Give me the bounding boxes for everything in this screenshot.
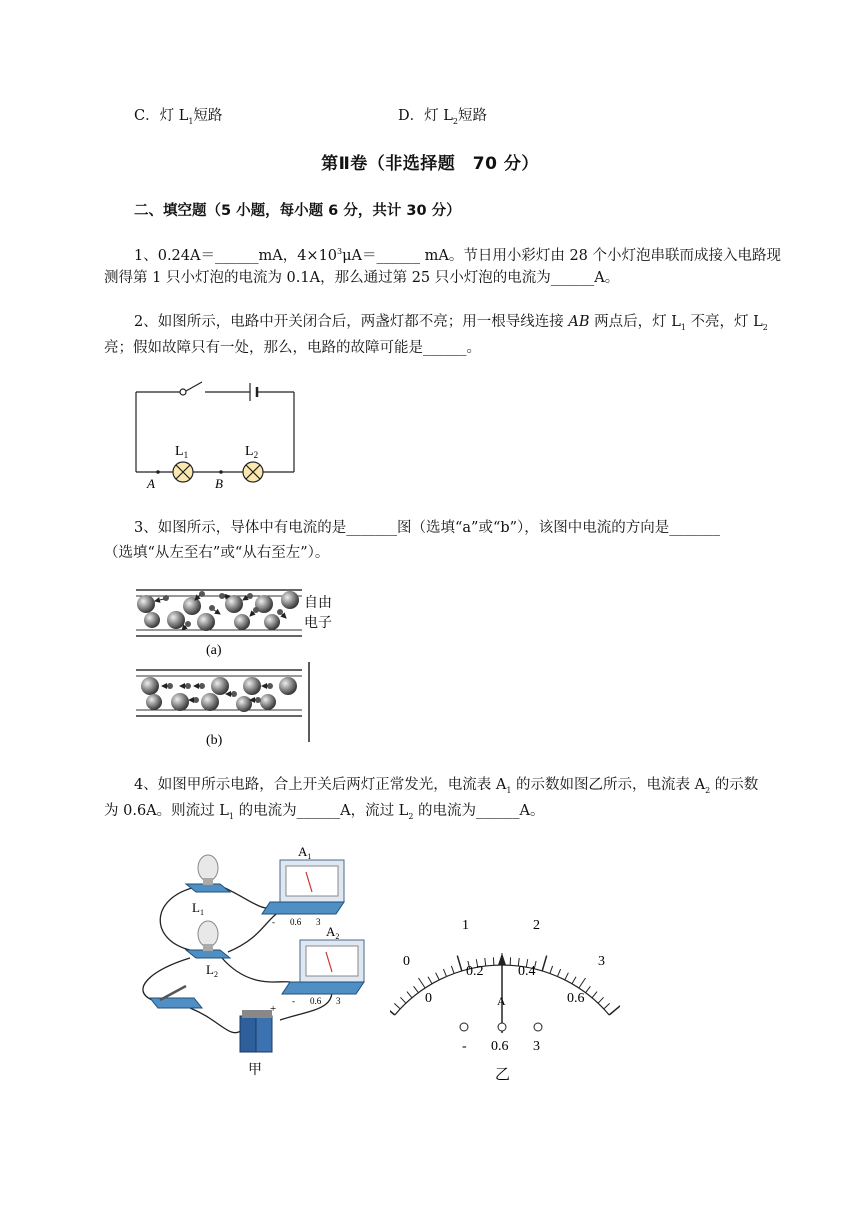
caption-jia: 甲 (248, 1063, 262, 1078)
label-electron: 电子 (304, 616, 332, 631)
scale-tick (419, 978, 426, 988)
caption-a: (a) (206, 643, 222, 658)
scale-tick (400, 997, 406, 1003)
label-l1: $L_1$ (192, 900, 204, 917)
q3-line1: 3、如图所示，导体中有电流的是_______图（选填“a”或“b”），该图中电流的方向是_______ (134, 520, 721, 536)
lamp-l1-icon (186, 855, 230, 892)
scale-tick (510, 957, 511, 965)
conductor-b (136, 662, 309, 748)
q1-line1: 1、0.24A＝______mA，$4\times 10^3\mu A=\_\_\_\_\_\_$ mA。节日用小彩灯由 28 个小灯泡串联而成接入电路现 (134, 247, 782, 264)
battery-icon (240, 1010, 272, 1052)
scale-tick (493, 957, 494, 965)
scale-tick (550, 966, 553, 974)
scale-tick (586, 986, 591, 992)
label-a2: $A_2$ (326, 924, 340, 941)
option-d: D．灯 $L_2$短路 (398, 108, 487, 126)
q4-line2: 为 0.6A。则流过 $L_1$ 的电流为______A，流过 $L_2$ 的电流为______A。 (104, 803, 545, 821)
label-l2: $L_2$ (245, 444, 259, 460)
a2-terminal-minus: - (292, 996, 295, 1006)
q3-conductor-figure (130, 582, 350, 752)
conductor-a (136, 590, 332, 658)
scale-tick (604, 1003, 610, 1009)
label-l2: $L_2$ (206, 962, 218, 979)
label-a1: $A_1$ (298, 844, 312, 861)
lamp-l2-icon (186, 921, 230, 958)
scale-tick (443, 969, 446, 976)
label-l1: $L_1$ (175, 444, 189, 460)
label-b: B (215, 476, 223, 491)
scale-tick (485, 958, 486, 966)
scale-tick (394, 1003, 400, 1009)
ammeter-a2-icon (282, 940, 364, 994)
label-a: A (147, 476, 155, 491)
top-label-3: 3 (598, 954, 605, 969)
scale-tick (572, 977, 576, 984)
q2-circuit-diagram (128, 380, 308, 492)
scale-tick (451, 966, 454, 974)
q4-line1: 4、如图甲所示电路，合上开关后两灯正常发光，电流表 $A_1$ 的示数如图乙所示，电流表 $A_2$ 的示数 (134, 777, 759, 795)
scale-tick (414, 986, 419, 992)
bottom-label-0: 0 (425, 991, 432, 1006)
scale-tick (407, 992, 412, 998)
terminal-minus: - (462, 1039, 467, 1054)
q3-line2: （选填“从左至右”或“从右至左”）。 (104, 545, 330, 561)
a1-terminal-06: 0.6 (290, 917, 302, 927)
ammeter-a1-icon (262, 860, 344, 914)
option-c: C．灯 $L_1$短路 (134, 108, 223, 126)
a1-terminal-3: 3 (316, 917, 321, 927)
scale-tick (592, 992, 597, 998)
bottom-label-06: 0.6 (567, 991, 585, 1006)
top-label-1: 1 (462, 918, 469, 933)
scale-tick (565, 973, 569, 980)
bottom-label-04: 0.4 (518, 964, 536, 979)
caption-b: (b) (206, 733, 223, 748)
q2-line1: 2、如图所示，电路中开关闭合后，两盏灯都不亮；用一根导线连接 AB 两点后，灯 $L_1$ 不亮，灯 $L_2$ (134, 314, 768, 332)
top-label-2: 2 (533, 918, 540, 933)
bottom-label-02: 0.2 (466, 964, 484, 979)
scale-tick (558, 969, 561, 976)
part-title: 第Ⅱ卷（非选择题 70 分） (321, 154, 539, 174)
terminal-06: 0.6 (491, 1039, 509, 1054)
a1-terminal-minus: - (272, 917, 275, 927)
scale-tick (542, 956, 547, 971)
caption-yi: 乙 (495, 1067, 511, 1083)
scale-tick (609, 1005, 620, 1015)
a2-terminal-3: 3 (336, 996, 341, 1006)
lamp-l2-icon (243, 462, 263, 482)
needle-label: A (497, 994, 506, 1008)
scale-tick (598, 997, 604, 1003)
q1-line2: 测得第 1 只小灯泡的电流为 0.1A，那么通过第 25 只小灯泡的电流为______A。 (104, 270, 620, 286)
a2-terminal-06: 0.6 (310, 996, 322, 1006)
battery-plus: + (270, 1003, 277, 1015)
scale-tick (579, 978, 586, 988)
scale-tick (428, 977, 432, 984)
switch-icon (150, 986, 202, 1008)
label-free: 自由 (304, 596, 332, 611)
q4-figure-yi-ammeter-scale (390, 905, 620, 1085)
lamp-l1-icon (173, 462, 193, 482)
scale-tick (457, 956, 462, 971)
section-title: 二、填空题（5 小题，每小题 6 分，共计 30 分） (134, 203, 461, 219)
needle-icon (498, 953, 506, 1033)
terminal-3: 3 (533, 1039, 540, 1054)
q2-line2: 亮；假如故障只有一处，那么，电路的故障可能是______。 (104, 340, 481, 356)
top-label-0: 0 (403, 954, 410, 969)
scale-tick (436, 973, 440, 980)
scale-tick (390, 1005, 395, 1015)
q4-figure-jia (130, 840, 365, 1085)
